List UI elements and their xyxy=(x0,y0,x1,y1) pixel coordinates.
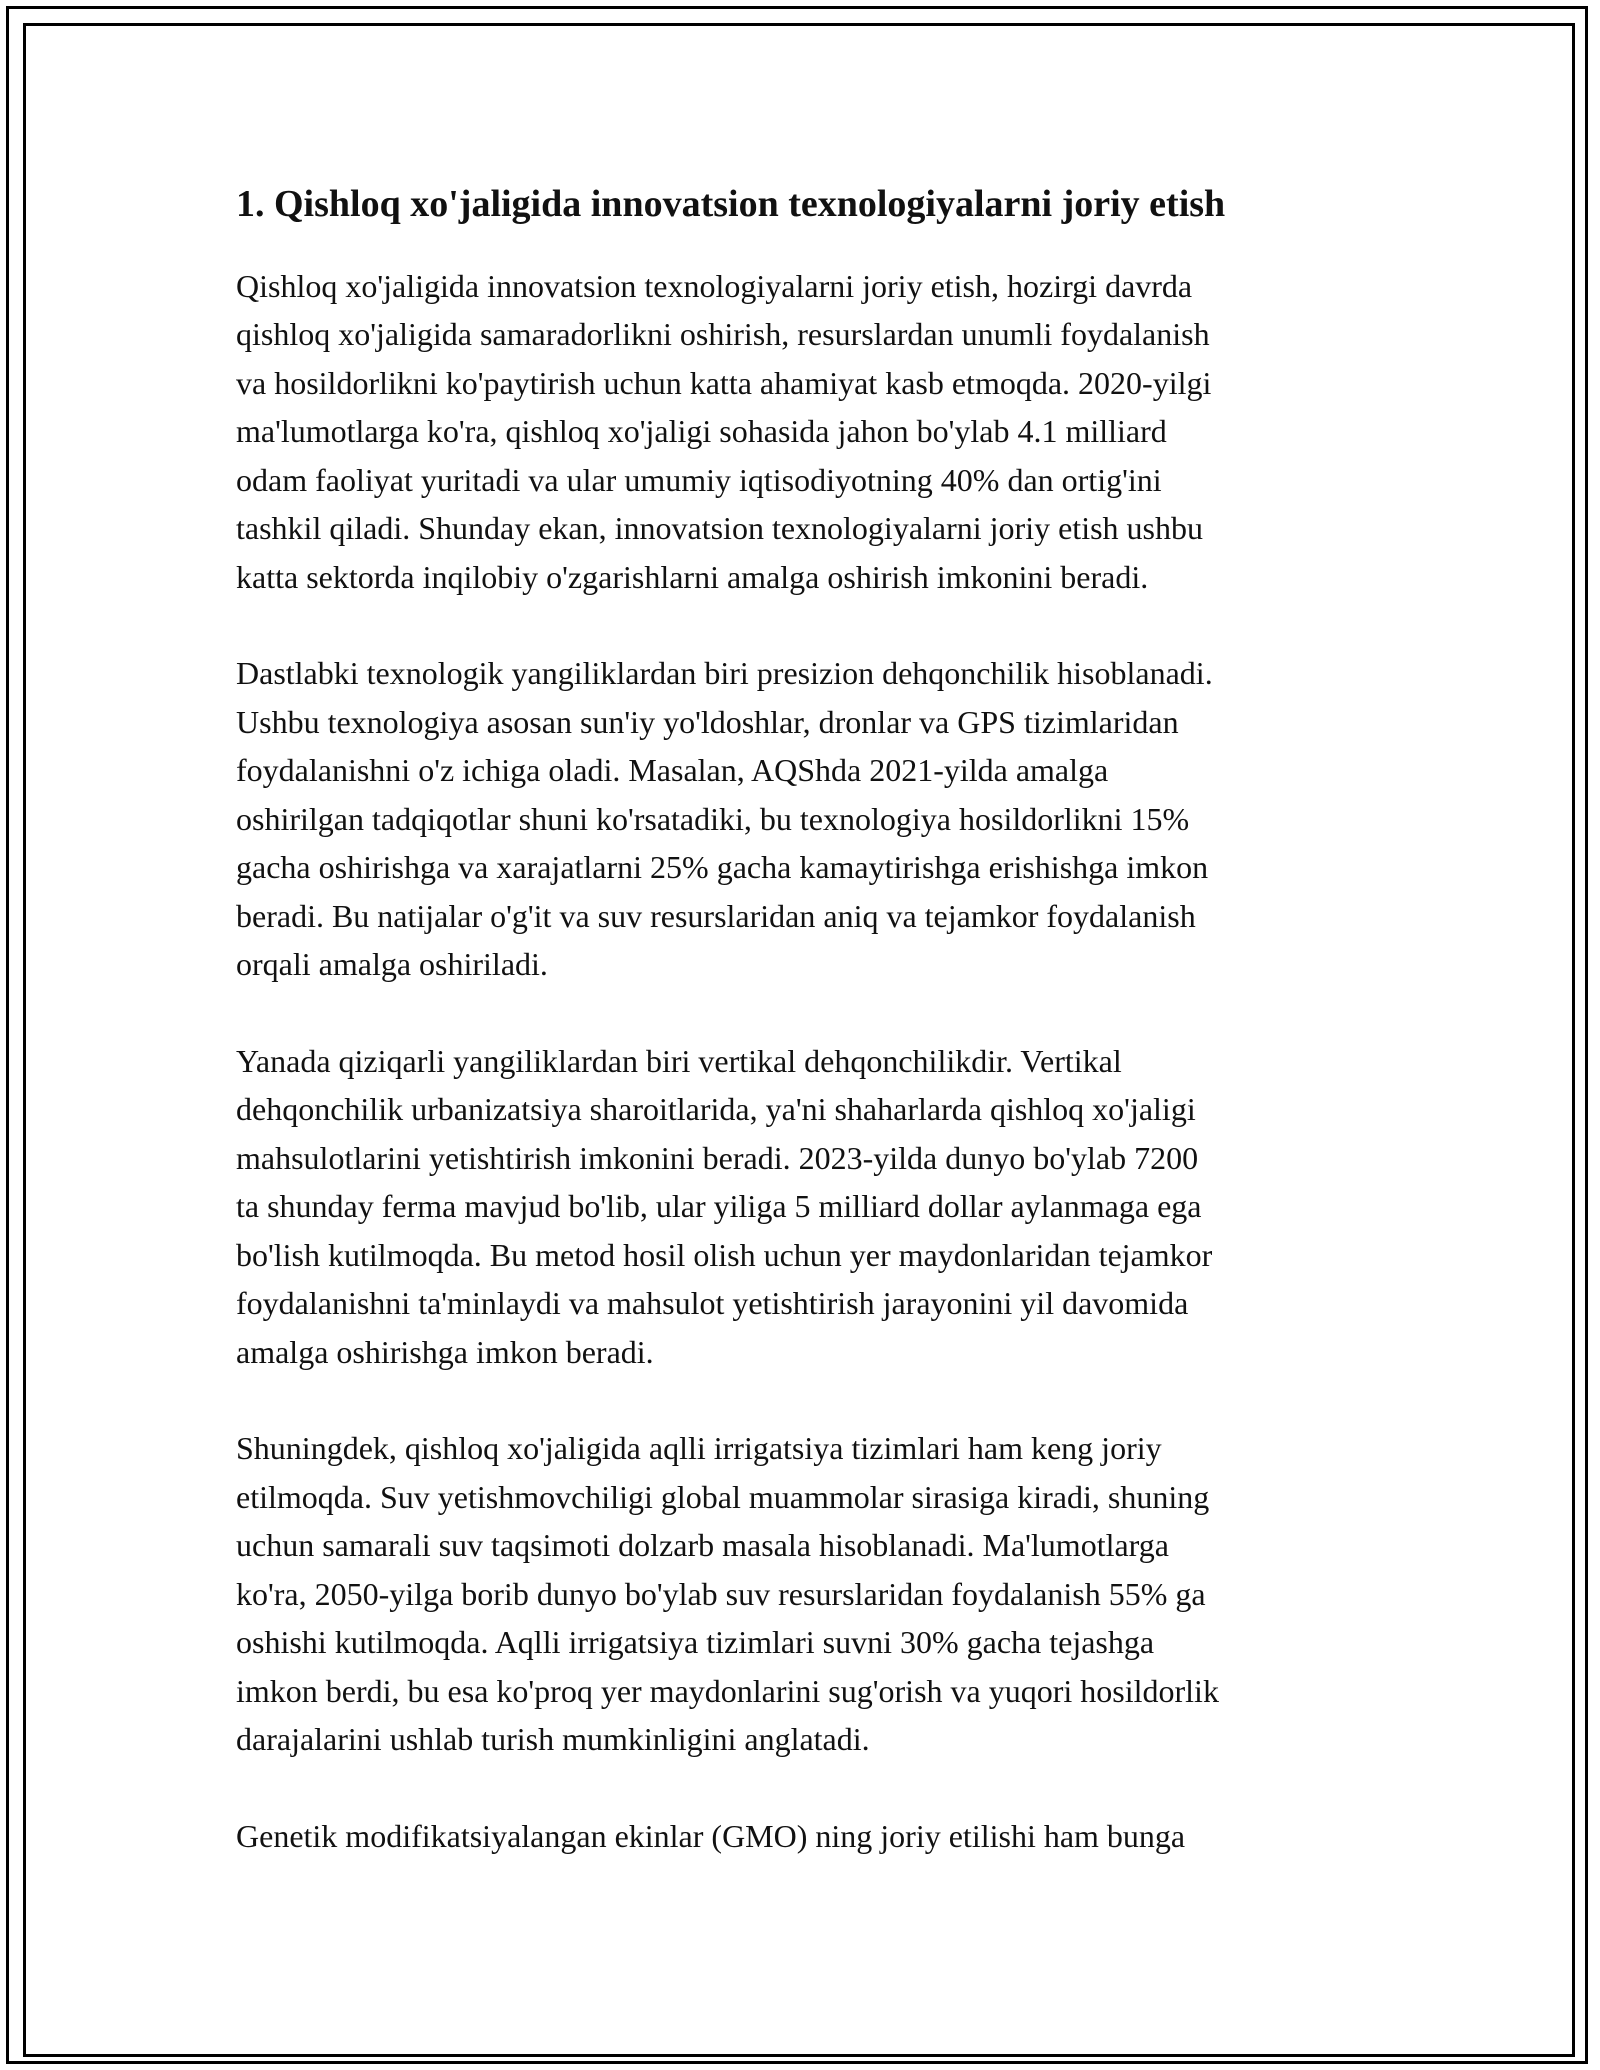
paragraph-intro xyxy=(236,262,1366,602)
text-line: Qishloq xo'jaligida innovatsion texnologiyalarni joriy etish, hozirgi davrda xyxy=(236,267,1193,304)
paragraph-smart-irrigation xyxy=(236,1424,1366,1764)
text-line: Ushbu texnologiya asosan sun'iy yo'ldoshlar, dronlar va GPS tizimlaridan xyxy=(236,703,1179,740)
text-line: ko'ra, 2050-yilga borib dunyo bo'ylab suv resurslaridan foydalanish 55% ga xyxy=(236,1575,1206,1612)
text-line: orqali amalga oshiriladi. xyxy=(236,946,548,983)
text-line: dehqonchilik urbanizatsiya sharoitlarida, ya'ni shaharlarda qishloq xo'jaligi xyxy=(236,1091,1196,1128)
text-line: tashkil qiladi. Shunday ekan, innovatsion texnologiyalarni joriy etish ushbu xyxy=(236,510,1203,547)
text-line: qishloq xo'jaligida samaradorlikni oshirish, resurslardan unumli foydalanish xyxy=(236,316,1210,353)
document-body xyxy=(236,182,1366,1908)
paragraph-gmo xyxy=(236,1812,1366,1861)
text-line: Yanada qiziqarli yangiliklardan biri vertikal dehqonchilikdir. Vertikal xyxy=(236,1042,1122,1079)
text-line: foydalanishni ta'minlaydi va mahsulot yetishtirish jarayonini yil davomida xyxy=(236,1285,1189,1322)
text-line: beradi. Bu natijalar o'g'it va suv resurslaridan aniq va tejamkor foydalanish xyxy=(236,897,1196,934)
text-line: etilmoqda. Suv yetishmovchiligi global muammolar sirasiga kiradi, shuning xyxy=(236,1478,1210,1515)
text-line: bo'lish kutilmoqda. Bu metod hosil olish uchun yer maydonlaridan tejamkor xyxy=(236,1236,1213,1273)
text-line: foydalanishni o'z ichiga oladi. Masalan, AQShda 2021-yilda amalga xyxy=(236,752,1109,789)
text-line: katta sektorda inqilobiy o'zgarishlarni amalga oshirish imkonini beradi. xyxy=(236,558,1149,595)
text-line: Shuningdek, qishloq xo'jaligida aqlli irrigatsiya tizimlari ham keng joriy xyxy=(236,1430,1162,1467)
text-line: gacha oshirishga va xarajatlarni 25% gacha kamaytirishga erishishga imkon xyxy=(236,849,1209,886)
text-line: Dastlabki texnologik yangiliklardan biri presizion dehqonchilik hisoblanadi. xyxy=(236,655,1213,692)
text-line: uchun samarali suv taqsimoti dolzarb masala hisoblanadi. Ma'lumotlarga xyxy=(236,1527,1169,1564)
text-line: odam faoliyat yuritadi va ular umumiy iqtisodiyotning 40% dan ortig'ini xyxy=(236,461,1162,498)
text-line: imkon berdi, bu esa ko'proq yer maydonlarini sug'orish va yuqori hosildorlik xyxy=(236,1672,1219,1709)
text-line: oshirilgan tadqiqotlar shuni ko'rsatadiki, bu texnologiya hosildorlikni 15% xyxy=(236,800,1190,837)
text-line: mahsulotlarini yetishtirish imkonini beradi. 2023-yilda dunyo bo'ylab 7200 xyxy=(236,1139,1199,1176)
paragraph-precision-farming xyxy=(236,649,1366,989)
text-line: Genetik modifikatsiyalangan ekinlar (GMO) ning joriy etilishi ham bunga xyxy=(236,1817,1186,1854)
paragraph-vertical-farming xyxy=(236,1037,1366,1377)
section-title: 1. Qishloq xo'jaligida innovatsion texnologiyalarni joriy etish xyxy=(236,183,1226,225)
text-line: oshishi kutilmoqda. Aqlli irrigatsiya tizimlari suvni 30% gacha tejashga xyxy=(236,1624,1155,1661)
text-line: ma'lumotlarga ko'ra, qishloq xo'jaligi sohasida jahon bo'ylab 4.1 milliard xyxy=(236,413,1167,450)
text-line: va hosildorlikni ko'paytirish uchun katta ahamiyat kasb etmoqda. 2020-yilgi xyxy=(236,364,1212,401)
text-line: amalga oshirishga imkon beradi. xyxy=(236,1333,654,1370)
text-line: darajalarini ushlab turish mumkinligini anglatadi. xyxy=(236,1721,870,1758)
text-line: ta shunday ferma mavjud bo'lib, ular yiliga 5 milliard dollar aylanmaga ega xyxy=(236,1188,1202,1225)
